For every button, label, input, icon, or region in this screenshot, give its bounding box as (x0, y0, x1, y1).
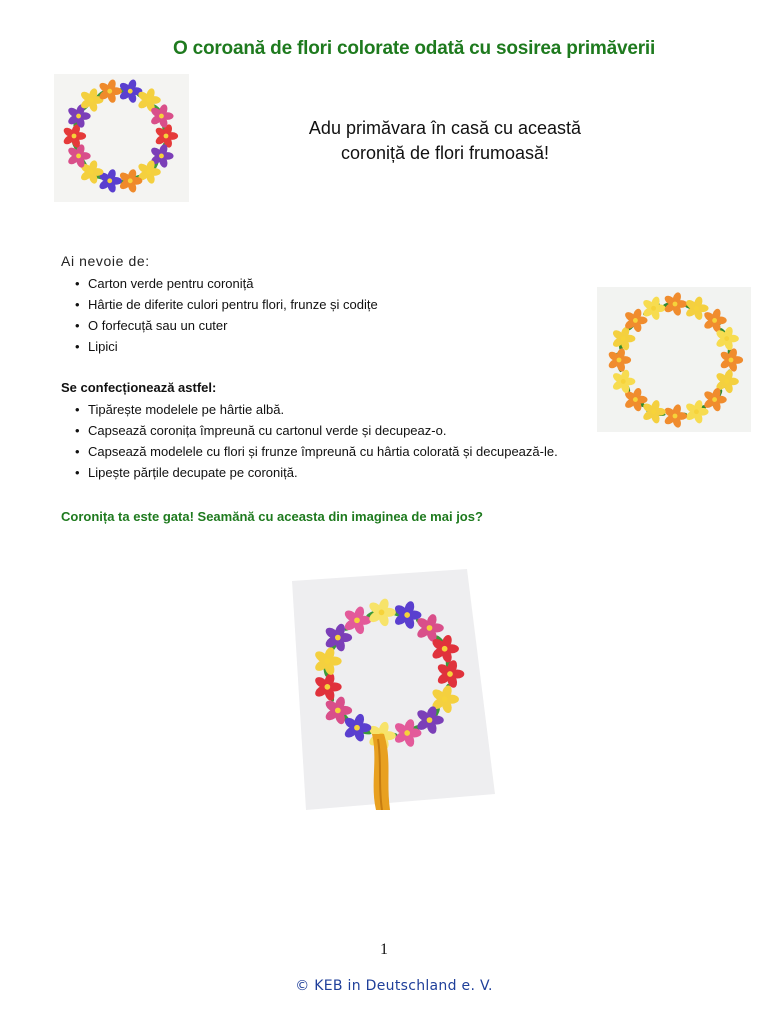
list-item: • Capsează modelele cu flori și frunze împreună cu hârtia colorată și decupează-le. (75, 441, 558, 462)
list-item: • O forfecuță sau un cuter (75, 315, 378, 336)
closing-text: Coronița ta este gata! Seamănă cu aceasta din imaginea de mai jos? (61, 509, 483, 524)
intro-line-1: Adu primăvara în casă cu această (308, 118, 582, 138)
materials-heading: Ai nevoie de: (61, 253, 150, 269)
list-item: • Capsează coronița împreună cu cartonul verde și decupeaz-o. (75, 420, 558, 441)
intro-line-2: coroniță de flori frumoasă! (340, 143, 550, 163)
document-title: O coroană de flori colorate odată cu sosirea primăverii (172, 38, 656, 59)
list-item: • Hârtie de diferite culori pentru flori, frunze și codițe (75, 294, 378, 315)
orange-yellow-flower-wreath (597, 287, 751, 432)
finished-wreath-photo (292, 569, 495, 810)
list-item: • Tipărește modelele pe hârtie albă. (75, 399, 558, 420)
steps-list (75, 399, 558, 483)
page-number: 1 (380, 941, 388, 958)
colorful-flower-wreath-thumbnail (54, 74, 189, 202)
materials-list (75, 273, 378, 357)
intro-text (290, 116, 600, 166)
list-item: • Carton verde pentru coroniță (75, 273, 378, 294)
list-item: • Lipește părțile decupate pe coroniță. (75, 462, 558, 483)
steps-heading: Se confecționează astfel: (61, 380, 217, 395)
footer-copyright: © KEB in Deutschland e. V. (295, 978, 493, 994)
list-item: • Lipici (75, 336, 378, 357)
